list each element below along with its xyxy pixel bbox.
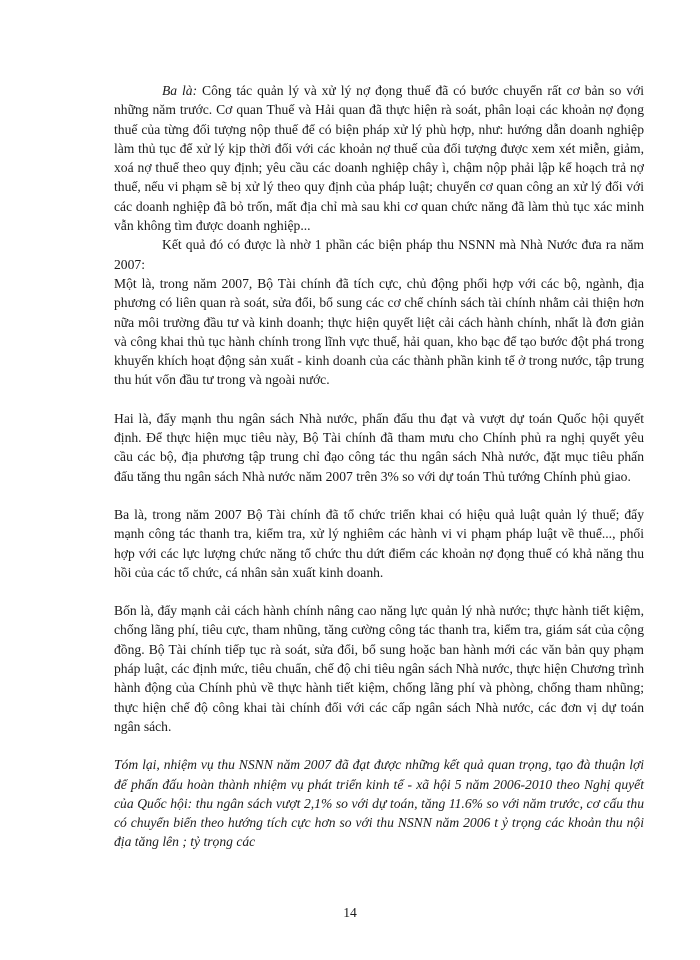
paragraph-ba-la: Ba là, trong năm 2007 Bộ Tài chính đã tổ chức triển khai có hiệu quả luật quản lý thuế; đẩy mạnh công tác thanh tra, kiểm tra, xử lý nghiêm các hành vi vi phạm pháp luật về thuế..., phối hợp với các lực lượng chức năng tổ chức thu dứt điểm các khoản nợ đọng thuế có khả năng thu hồi của các tổ chức, cá nhân sản xuất kinh doanh. <box>114 506 644 580</box>
body-text <box>114 81 644 852</box>
page-number: 14 <box>343 905 357 920</box>
paragraph-hai-la: Hai là, đẩy mạnh thu ngân sách Nhà nước, phấn đấu thu đạt và vượt dự toán Quốc hội quyết định. Để thực hiện mục tiêu này, Bộ Tài chính đã tham mưu cho Chính phủ ra nghị quyết yêu cầu các bộ, địa phương tập trung chỉ đạo công tác thu ngân sách Nhà nước, đặt mục tiêu phấn đấu tăng thu ngân sách Nhà nước năm 2007 trên 3% so với dự toán Thủ tướng Chính phủ giao. <box>114 410 644 484</box>
paragraph-lead: Ba là: <box>162 83 198 98</box>
paragraph-text: Công tác quản lý và xử lý nợ đọng thuế đã có bước chuyển rất cơ bản so với những năm trước. Cơ quan Thuế và Hải quan đã thực hiện rà soát, phân loại các khoản nợ đọng thuế của từng đối tượng nộp thuế để có biện pháp xử lý phù hợp, như: hướng dẫn doanh nghiệp làm thủ tục để xử lý kịp thời đối với các khoản nợ thuế của đối tượng được xem xét miễn, giảm, xoá nợ thuế theo quy định; yêu cầu các doanh nghiệp chây ì, chậm nộp phải lập kế hoạch trả nợ thuế, nếu vi phạm sẽ bị xử lý theo quy định của pháp luật; chuyển cơ quan công an xử lý đối với các doanh nghiệp đã bỏ trốn, mất địa chỉ mà sau khi cơ quan chức năng đã làm thủ tục xác minh vẫn không tìm được doanh nghiệp... <box>114 83 644 234</box>
paragraph-results-intro: Kết quả đó có được là nhờ 1 phần các biện pháp thu NSNN mà Nhà Nước đưa ra năm 2007: <box>114 237 644 272</box>
paragraph-ba-la-debt-management <box>114 81 644 235</box>
paragraph-bon-la: Bốn là, đẩy mạnh cải cách hành chính nâng cao năng lực quản lý nhà nước; thực hành tiết kiệm, chống lãng phí, tiêu cực, tham nhũng, tăng cường công tác thanh tra, kiểm tra, giám sát của cộng đồng. Bộ Tài chính tiếp tục rà soát, sửa đổi, bổ sung hoặc ban hành mới các văn bản quy phạm pháp luật, các định mức, tiêu chuẩn, chế độ chi tiêu ngân sách Nhà nước, thực hiện Chương trình hành động của Chính phủ về thực hành tiết kiệm, chống lãng phí và phòng, chống tham nhũng; thực hiện chế độ công khai tài chính đối với các cấp ngân sách Nhà nước, các đơn vị dự toán ngân sách. <box>114 603 644 734</box>
paragraph-mot-la: Một là, trong năm 2007, Bộ Tài chính đã tích cực, chủ động phối hợp với các bộ, ngành, địa phương có liên quan rà soát, sửa đổi, bổ sung các cơ chế chính sách tài chính nhằm cải thiện hơn nữa môi trường đầu tư và kinh doanh; thực hiện quyết liệt cải cách hành chính, nhất là đơn giản và công khai thủ tục hành chính trong lĩnh vực thuế, hải quan, kho bạc để tạo bước đột phá trong khuyến khích hoạt động sản xuất - kinh doanh của các thành phần kinh tế ở trong nước, tập trung thu hút vốn đầu tư trong và ngoài nước. <box>114 275 644 388</box>
paragraph-summary: Tóm lại, nhiệm vụ thu NSNN năm 2007 đã đạt được những kết quả quan trọng, tạo đà thuận lợi để phấn đấu hoàn thành nhiệm vụ phát triển kinh tế - xã hội 5 năm 2006-2010 theo Nghị quyết của Quốc hội: thu ngân sách vượt 2,1% so với dự toán, tăng 11.6% so với năm trước, cơ cấu thu có chuyển biến theo hướng tích cực hơn so với thu NSNN năm 2006 t ỷ trọng các khoản thu nội địa tăng lên ; tỷ trọng các <box>114 757 644 850</box>
